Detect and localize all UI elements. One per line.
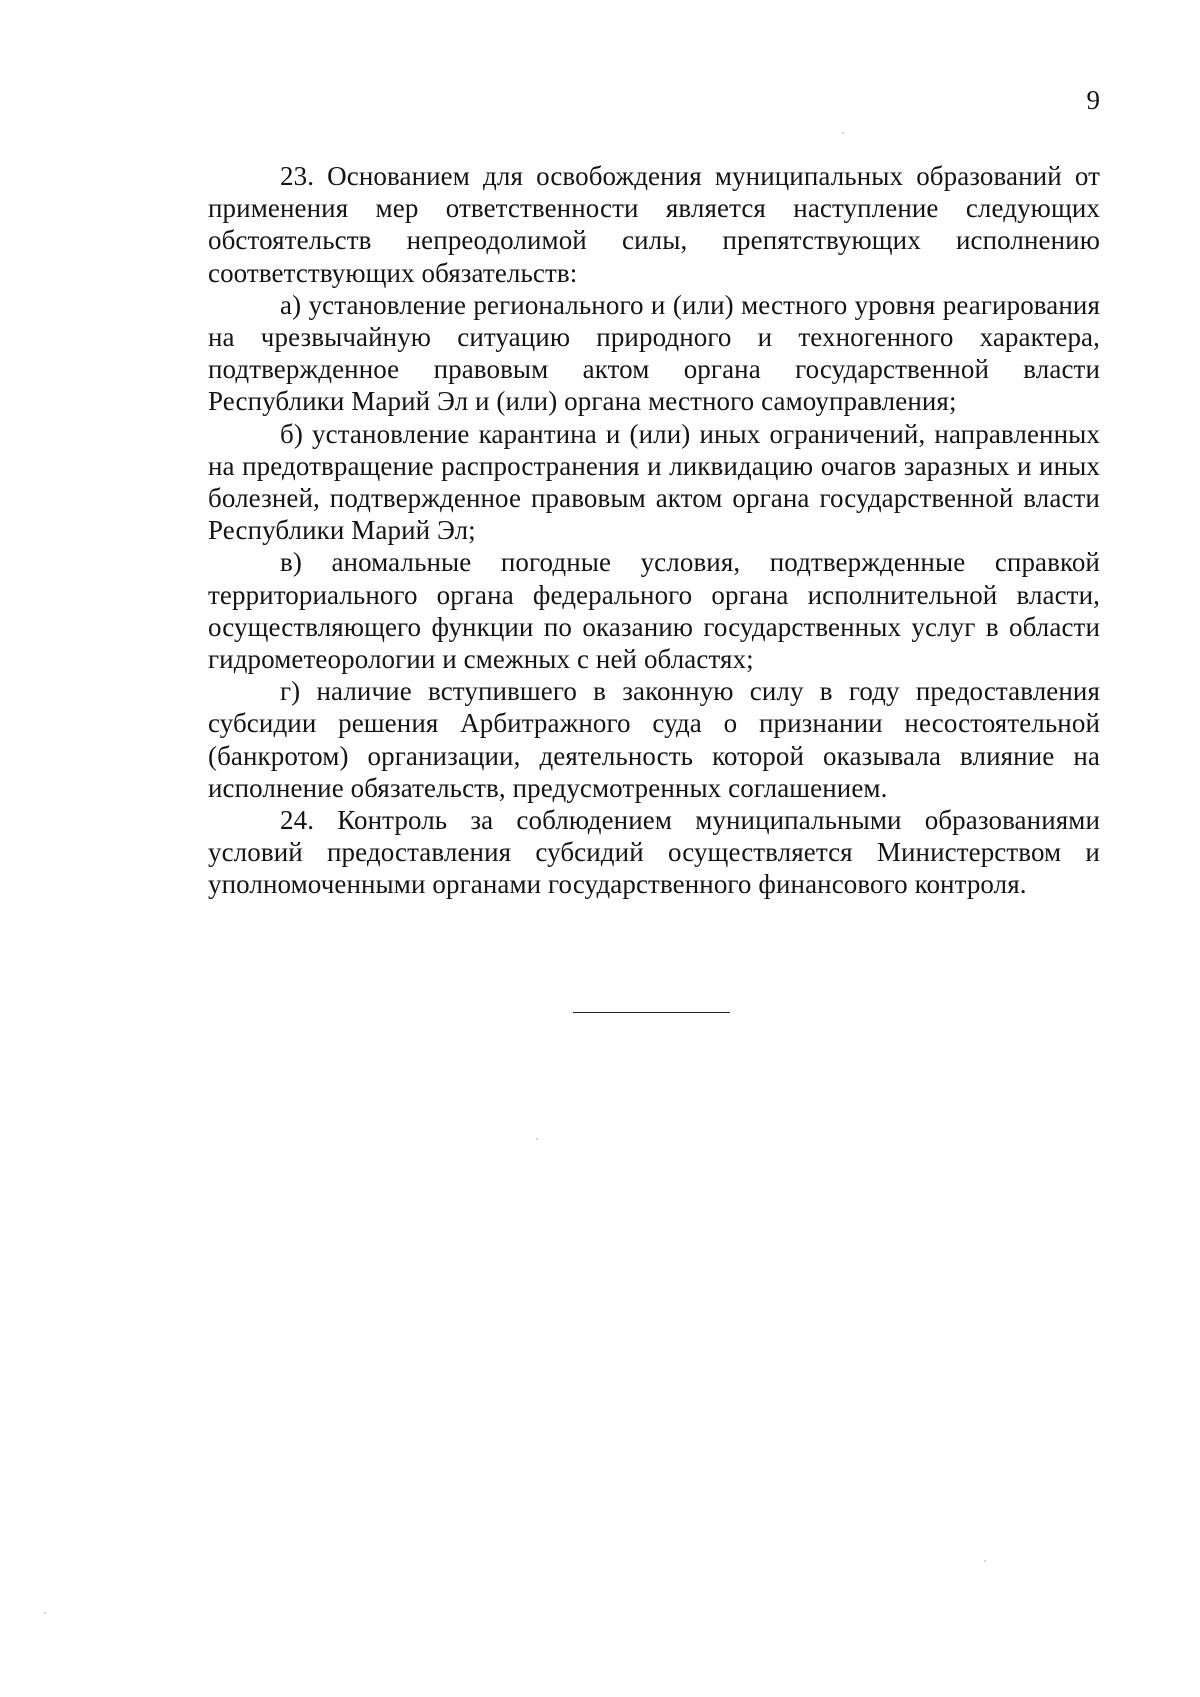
page-number: 9 [1086,85,1100,115]
paragraph-24-control: 24. Контроль за соблюдением муниципальными образованиями условий предоставления субсидий осуществляется Министерством и уполномоченными органами государственного финансового контроля. [208,805,1100,900]
paragraph-g-bankruptcy: г) наличие вступившего в законную силу в году предоставления субсидии решения Арбитражного суда о признании несостоятельной (банкротом) организации, деятельность которой оказывала влияние на исполнение обязательств, предусмотренных соглашением. [208,676,1100,803]
end-of-text-rule [573,1012,730,1013]
scan-speck [984,1560,986,1562]
scan-speck [842,132,844,134]
scan-speck [44,1612,46,1614]
paragraph-a-emergency-regime: а) установление регионального и (или) местного уровня реагирования на чрезвычайную ситуацию природного и техногенного характера, подтвержденное правовым актом органа государственной власти Республики Марий Эл и (или) органа местного самоуправления; [208,289,1100,417]
paragraph-v-weather-conditions: в) аномальные погодные условия, подтвержденные справкой территориального органа федерального органа исполнительной власти, осуществляющего функции по оказанию государственных услуг в области гидрометеорологии и смежных с ней областях; [208,547,1100,675]
paragraph-b-quarantine: б) установление карантина и (или) иных ограничений, направленных на предотвращение распространения и ликвидацию очагов заразных и иных болезней, подтвержденное правовым актом органа государственной власти Республики Марий Эл; [208,418,1100,546]
paragraph-23-force-majeure: 23. Основанием для освобождения муниципальных образований от применения мер ответственности является наступление следующих обстоятельств непреодолимой силы, препятствующих исполнению соответствующих обязательств: [208,161,1100,288]
scan-speck [536,1138,538,1140]
document-body [208,160,1100,901]
